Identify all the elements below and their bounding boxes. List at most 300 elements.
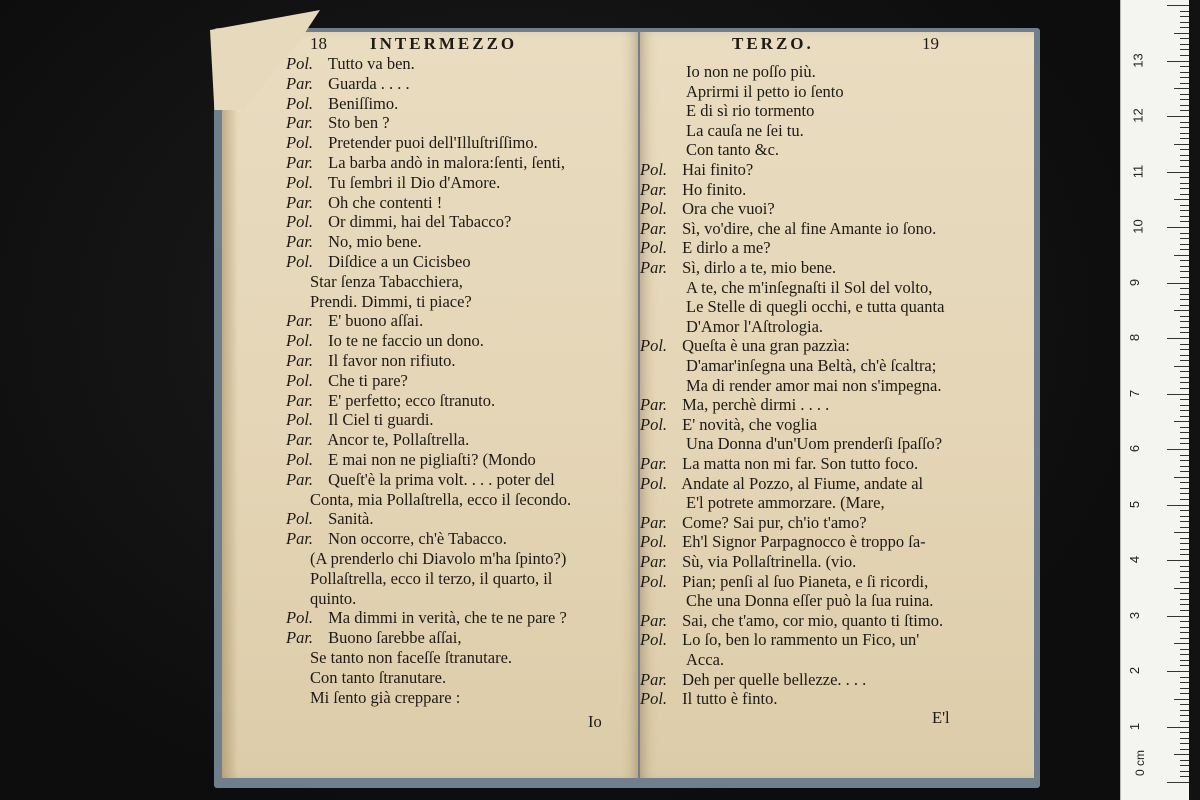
dialogue-text: Guarda . . . . [324, 73, 410, 93]
ruler-tick [1167, 338, 1189, 339]
ruler-tick [1180, 382, 1189, 383]
right-line [686, 140, 779, 160]
ruler-tick [1174, 310, 1189, 311]
dialogue-text: Queſta è una gran pazzìa: [678, 336, 850, 356]
ruler-tick [1180, 399, 1189, 400]
ruler-tick [1180, 83, 1189, 84]
ruler-tick [1167, 61, 1189, 62]
ruler-tick [1180, 771, 1189, 772]
right-line [640, 611, 943, 631]
dialogue-text: Pretender puoi dell'Illuſtriſſimo. [324, 133, 538, 153]
speaker-label: Par. [286, 153, 314, 172]
dialogue-text: E di sì rio tormento [686, 101, 815, 121]
ruler-number: 6 [1127, 444, 1143, 453]
left-line [286, 391, 495, 411]
right-line [686, 434, 942, 454]
left-line [310, 648, 512, 668]
right-line [686, 82, 844, 102]
speaker-label: Pol. [286, 608, 314, 628]
dialogue-text: La barba andò in malora:ſenti, ſenti, [324, 153, 565, 172]
speaker-label: Pol. [286, 54, 314, 73]
ruler-number: 10 [1130, 219, 1146, 234]
ruler-tick [1180, 288, 1189, 289]
ruler-tick [1180, 466, 1189, 467]
ruler-tick [1167, 560, 1189, 561]
ruler-tick [1180, 344, 1189, 345]
right-line [640, 689, 777, 709]
ruler-tick [1180, 349, 1189, 350]
left-line [286, 509, 374, 529]
ruler-tick [1174, 33, 1189, 34]
ruler-tick [1174, 643, 1189, 644]
ruler-tick [1180, 66, 1189, 67]
dialogue-text: Hai finito? [678, 160, 754, 179]
ruler-tick [1180, 765, 1189, 766]
left-line [286, 113, 390, 133]
speaker-label: Par. [640, 179, 668, 199]
speaker-label: Pol. [286, 331, 314, 351]
ruler-number: 9 [1127, 278, 1143, 286]
dialogue-text: Pian; penſi al ſuo Pianeta, e ſi ricordi, [678, 571, 929, 591]
speaker-label: Pol. [286, 133, 314, 153]
right-line [640, 258, 836, 278]
right-line [640, 454, 918, 474]
ruler-tick [1180, 432, 1189, 433]
ruler-tick [1180, 704, 1189, 705]
speaker-label: Par. [640, 669, 668, 689]
dialogue-text: Buono ſarebbe aſſai, [324, 628, 462, 648]
ruler-tick [1180, 377, 1189, 378]
ruler-tick [1167, 116, 1189, 117]
left-line [286, 193, 442, 213]
dialogue-text: Star ſenza Tabacchiera, [310, 271, 463, 291]
right-line [640, 415, 817, 435]
ruler-tick [1180, 566, 1189, 567]
left-line [310, 292, 472, 312]
ruler-tick [1180, 160, 1189, 161]
ruler-tick [1180, 133, 1189, 134]
ruler-number: 13 [1130, 52, 1146, 68]
ruler-tick [1180, 493, 1189, 494]
dialogue-text: Con tanto ſtranutare. [310, 667, 447, 687]
speaker-label: Par. [286, 529, 314, 549]
dialogue-text: Andate al Pozzo, al Fiume, andate al [678, 473, 924, 493]
speaker-label: Par. [640, 258, 668, 277]
dialogue-text: D'Amor l'Aſtrologia. [686, 316, 824, 336]
ruler-tick [1180, 688, 1189, 689]
ruler-tick [1180, 233, 1189, 234]
ruler-tick [1180, 11, 1189, 12]
left-line [310, 272, 463, 292]
dialogue-text: Diſdice a un Cicisbeo [324, 252, 471, 271]
right-line [640, 513, 867, 533]
ruler-tick [1180, 166, 1189, 167]
ruler-tick [1180, 77, 1189, 78]
ruler-tick [1180, 538, 1189, 539]
left-catchword: Io [588, 712, 602, 731]
ruler-tick [1180, 94, 1189, 95]
ruler-tick [1180, 55, 1189, 56]
left-running-head: INTERMEZZO [370, 34, 518, 53]
ruler-tick [1180, 277, 1189, 278]
ruler-tick [1180, 44, 1189, 45]
left-line [286, 450, 536, 470]
dialogue-text: Una Donna d'un'Uom prenderſi ſpaſſo? [686, 434, 943, 454]
ruler-tick [1180, 554, 1189, 555]
ruler-tick [1180, 455, 1189, 456]
ruler-tick [1180, 99, 1189, 100]
right-line [686, 101, 814, 121]
right-line [640, 219, 936, 239]
ruler-tick [1180, 294, 1189, 295]
speaker-label: Par. [286, 351, 314, 370]
left-line [286, 153, 565, 173]
ruler-number: 1 [1127, 722, 1143, 730]
ruler-tick [1174, 588, 1189, 589]
right-line [640, 532, 926, 552]
dialogue-text: Ancor te, Pollaſtrella. [324, 430, 470, 450]
ruler-tick [1180, 388, 1189, 389]
right-line [686, 356, 936, 376]
left-line [310, 589, 356, 609]
left-line [310, 490, 571, 510]
dialogue-text: D'amar'inſegna una Beltà, ch'è ſcaltra; [686, 356, 937, 375]
right-line [686, 650, 724, 670]
ruler-tick [1180, 577, 1189, 578]
ruler-tick [1180, 316, 1189, 317]
right-line [640, 670, 866, 690]
speaker-label: Par. [640, 512, 668, 532]
ruler-tick [1180, 305, 1189, 306]
ruler-tick [1180, 715, 1189, 716]
ruler-tick [1180, 776, 1189, 777]
right-line [686, 376, 941, 396]
dialogue-text: Queſt'è la prima volt. . . . poter del [324, 469, 555, 489]
dialogue-text: Sù, via Pollaſtrinella. (vio. [678, 552, 857, 571]
left-line [286, 212, 511, 232]
ruler-tick [1174, 532, 1189, 533]
ruler-tick [1180, 660, 1189, 661]
speaker-label: Par. [286, 469, 314, 489]
ruler-number: 5 [1127, 500, 1143, 508]
ruler-tick [1180, 543, 1189, 544]
dialogue-text: Sì, dirlo a te, mio bene. [678, 258, 837, 277]
right-line [640, 474, 923, 494]
right-page-number: 19 [922, 34, 939, 53]
dialogue-text: Le Stelle di quegli occhi, e tutta quanta [686, 297, 945, 317]
ruler-tick [1180, 649, 1189, 650]
speaker-label: Pol. [640, 473, 668, 493]
dialogue-text: La cauſa ne ſei tu. [686, 120, 804, 140]
ruler-tick [1180, 321, 1189, 322]
dialogue-text: Se tanto non faceſſe ſtranutare. [310, 648, 513, 667]
dialogue-text: Ma, perchè dirmi . . . . [678, 395, 830, 415]
right-line [640, 630, 919, 650]
speaker-label: Par. [640, 610, 668, 630]
dialogue-text: Il favor non rifiuto. [324, 351, 456, 370]
ruler-tick [1180, 549, 1189, 550]
right-line [686, 493, 885, 513]
ruler-tick [1180, 743, 1189, 744]
left-line [286, 54, 415, 74]
left-page-number: 18 [310, 34, 327, 53]
left-line [286, 410, 434, 430]
right-line [686, 317, 823, 337]
speaker-label: Par. [286, 628, 314, 648]
speaker-label: Par. [640, 552, 668, 571]
ruler-tick [1174, 255, 1189, 256]
dialogue-text: Non occorre, ch'è Tabacco. [324, 529, 507, 549]
ruler-tick [1167, 227, 1189, 228]
ruler-tick [1180, 521, 1189, 522]
ruler-number: 12 [1130, 108, 1146, 123]
ruler-number: 2 [1127, 666, 1143, 675]
ruler-tick [1167, 283, 1189, 284]
ruler-tick [1174, 699, 1189, 700]
ruler-tick [1180, 443, 1189, 444]
ruler-tick [1180, 16, 1189, 17]
left-line [286, 608, 567, 628]
speaker-label: Pol. [286, 93, 314, 113]
ruler-tick [1180, 693, 1189, 694]
right-line [686, 297, 944, 317]
dialogue-text: Ma dimmi in verità, che te ne pare ? [324, 608, 567, 628]
right-line [640, 180, 746, 200]
dialogue-text: Acca. [686, 650, 725, 669]
dialogue-text: Deh per quelle bellezze. . . . [678, 669, 867, 689]
dialogue-text: (A prenderlo chi Diavolo m'ha ſpinto?) [310, 549, 567, 568]
ruler-tick [1174, 366, 1189, 367]
ruler-tick [1180, 488, 1189, 489]
speaker-label: Pol. [640, 160, 668, 179]
ruler-tick [1180, 416, 1189, 417]
dialogue-text: A te, che m'inſegnaſti il Sol del volto, [686, 277, 933, 297]
dialogue-text: Eh'l Signor Parpagnocco è troppo ſa- [678, 532, 926, 552]
right-line [640, 572, 928, 592]
dialogue-text: Prendi. Dimmi, ti piace? [310, 291, 472, 311]
ruler-tick [1180, 760, 1189, 761]
ruler-tick [1180, 665, 1189, 666]
left-line [310, 569, 552, 589]
ruler-tick [1180, 405, 1189, 406]
dialogue-text: E' perfetto; ecco ſtranuto. [324, 390, 496, 410]
dialogue-text: Sì, vo'dire, che al fine Amante io ſono. [678, 218, 937, 238]
ruler-tick [1180, 360, 1189, 361]
ruler-tick [1180, 299, 1189, 300]
ruler-tick [1180, 149, 1189, 150]
speaker-label: Pol. [640, 199, 668, 219]
right-running-head: TERZO. [732, 34, 814, 53]
left-line [286, 430, 469, 450]
ruler-tick [1180, 682, 1189, 683]
dialogue-text: Che una Donna eſſer può la ſua ruina. [686, 591, 934, 611]
ruler-tick [1174, 477, 1189, 478]
speaker-label: Par. [640, 218, 668, 238]
ruler-number: 11 [1130, 164, 1146, 178]
right-line [640, 395, 829, 415]
right-page [640, 32, 1034, 778]
ruler-tick [1180, 710, 1189, 711]
ruler-tick [1180, 355, 1189, 356]
speaker-label: Par. [286, 232, 314, 252]
dialogue-text: E' buono aſſai. [324, 311, 424, 331]
ruler-tick [1180, 38, 1189, 39]
ruler-number: 8 [1127, 333, 1143, 342]
ruler-tick [1180, 105, 1189, 106]
speaker-label: Pol. [640, 630, 668, 650]
speaker-label: Pol. [286, 509, 314, 529]
speaker-label: Par. [286, 113, 314, 133]
speaker-label: Par. [640, 454, 668, 473]
ruler-tick [1174, 754, 1189, 755]
right-catchword: E'l [932, 708, 950, 727]
ruler-unit-label: 0 cm [1133, 749, 1148, 777]
speaker-label: Pol. [286, 212, 314, 232]
dialogue-text: Sai, che t'amo, cor mio, quanto ti ſtimo. [678, 610, 944, 630]
ruler-tick [1180, 210, 1189, 211]
dialogue-text: Io non ne poſſo più. [686, 62, 816, 81]
ruler-tick [1180, 654, 1189, 655]
ruler-tick [1180, 244, 1189, 245]
left-line [286, 371, 408, 391]
speaker-label: Pol. [286, 252, 314, 271]
dialogue-text: Ho finito. [678, 179, 747, 199]
ruler-tick [1180, 238, 1189, 239]
speaker-label: Pol. [640, 689, 668, 709]
speaker-label: Par. [286, 430, 314, 450]
ruler-number: 4 [1127, 555, 1143, 564]
ruler-number: 3 [1127, 611, 1143, 619]
ruler-tick [1180, 438, 1189, 439]
ruler-tick [1174, 88, 1189, 89]
ruler-tick [1180, 510, 1189, 511]
speaker-label: Pol. [286, 450, 314, 469]
ruler-tick [1167, 449, 1189, 450]
ruler-tick [1180, 599, 1189, 600]
left-line [286, 351, 456, 371]
ruler-tick [1180, 72, 1189, 73]
dialogue-text: E dirlo a me? [678, 238, 771, 258]
left-line [286, 628, 461, 648]
dialogue-text: Il tutto è finto. [678, 689, 778, 709]
ruler-tick [1180, 260, 1189, 261]
ruler-tick [1167, 5, 1189, 6]
dialogue-text: E mai non ne pigliaſti? (Mondo [324, 450, 536, 469]
dialogue-text: Ma di render amor mai non s'impegna. [686, 375, 942, 395]
ruler-tick [1180, 527, 1189, 528]
ruler-tick [1180, 177, 1189, 178]
right-line [640, 552, 856, 572]
dialogue-text: Or dimmi, hai del Tabacco? [324, 212, 512, 232]
ruler-tick [1180, 627, 1189, 628]
dialogue-text: quinto. [310, 588, 357, 608]
left-line [310, 688, 460, 708]
left-line [286, 94, 398, 114]
ruler-tick [1180, 216, 1189, 217]
ruler-tick [1180, 427, 1189, 428]
ruler-tick [1174, 199, 1189, 200]
measurement-ruler [1120, 0, 1189, 800]
left-line [286, 252, 471, 272]
ruler-tick [1174, 421, 1189, 422]
ruler-tick [1180, 271, 1189, 272]
right-line [686, 62, 816, 82]
ruler-tick [1180, 593, 1189, 594]
ruler-tick [1180, 221, 1189, 222]
right-line [686, 278, 932, 298]
speaker-label: Pol. [640, 532, 668, 552]
right-line [640, 336, 850, 356]
right-line [686, 591, 933, 611]
ruler-tick [1180, 732, 1189, 733]
dialogue-text: La matta non mi far. Son tutto foco. [678, 454, 919, 473]
ruler-tick [1180, 571, 1189, 572]
speaker-label: Pol. [286, 370, 314, 390]
left-line [286, 529, 507, 549]
right-line [640, 199, 775, 219]
ruler-tick [1180, 638, 1189, 639]
ruler-tick [1167, 727, 1189, 728]
ruler-tick [1180, 194, 1189, 195]
ruler-tick [1174, 144, 1189, 145]
ruler-tick [1180, 516, 1189, 517]
ruler-tick [1180, 371, 1189, 372]
ruler-tick [1180, 460, 1189, 461]
speaker-label: Par. [286, 192, 314, 212]
dialogue-text: Tutto va ben. [324, 54, 415, 73]
speaker-label: Pol. [640, 238, 668, 258]
left-line [310, 549, 566, 569]
dialogue-text: Oh che contenti ! [324, 192, 443, 212]
ruler-tick [1180, 499, 1189, 500]
dialogue-text: Aprirmi il petto io ſento [686, 81, 844, 101]
dialogue-text: Che ti pare? [324, 370, 408, 390]
dialogue-text: Lo ſo, ben lo rammento un Fico, un' [678, 630, 920, 650]
speaker-label: Par. [640, 395, 668, 415]
ruler-tick [1180, 738, 1189, 739]
speaker-label: Pol. [640, 336, 668, 356]
ruler-tick [1180, 410, 1189, 411]
left-page [222, 32, 638, 778]
left-line [310, 668, 446, 688]
dialogue-text: Ora che vuoi? [678, 199, 775, 219]
ruler-tick [1180, 205, 1189, 206]
ruler-tick [1180, 27, 1189, 28]
ruler-tick [1167, 394, 1189, 395]
dialogue-text: No, mio bene. [324, 232, 422, 252]
ruler-tick [1180, 632, 1189, 633]
speaker-label: Pol. [640, 571, 668, 591]
ruler-tick [1180, 188, 1189, 189]
ruler-tick [1180, 138, 1189, 139]
dialogue-text: Io te ne faccio un dono. [324, 331, 484, 351]
dialogue-text: Mi ſento già creppare : [310, 687, 461, 707]
right-line [640, 160, 753, 180]
ruler-tick [1180, 610, 1189, 611]
ruler-tick [1180, 471, 1189, 472]
left-line [286, 470, 555, 490]
ruler-tick [1180, 327, 1189, 328]
left-line [286, 331, 484, 351]
dialogue-text: Pollaſtrella, ecco il terzo, il quarto, il [310, 568, 553, 588]
dialogue-text: Tu ſembri il Dio d'Amore. [324, 172, 501, 192]
ruler-tick [1180, 621, 1189, 622]
ruler-tick [1180, 604, 1189, 605]
dialogue-text: Beniſſimo. [324, 93, 399, 113]
left-line [286, 74, 410, 94]
ruler-tick [1180, 183, 1189, 184]
ruler-tick [1180, 155, 1189, 156]
